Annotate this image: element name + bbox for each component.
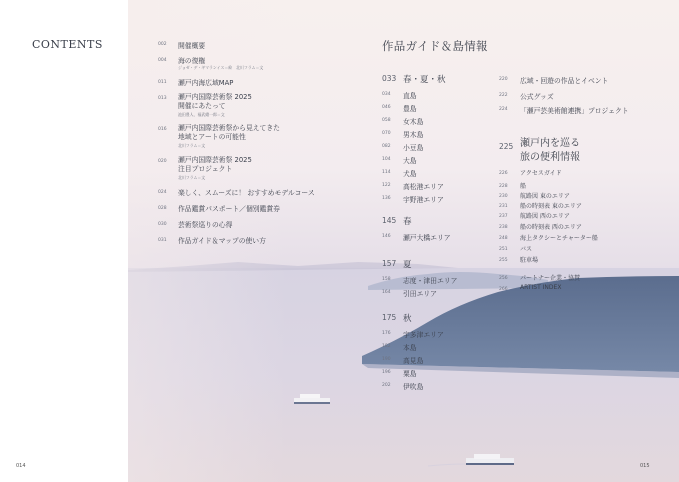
toc-page-num: 237 [499,214,508,219]
toc-entry-title: バス [520,246,533,253]
toc-entry-title: 犬島 [403,170,417,178]
toc-entry-author: 北川フラム＝文 [178,175,206,180]
toc-entry-title: 男木島 [403,131,424,139]
toc-page-num: 202 [382,383,391,388]
toc-entry-title: 直島 [403,92,417,100]
toc-page-num: 231 [499,204,508,209]
toc-page-num: 046 [382,105,391,110]
toc-page-num: 122 [382,183,391,188]
toc-page-num: 082 [382,144,391,149]
toc-page-num: 158 [382,277,391,282]
toc-entry-title: 高松港エリア [403,183,444,191]
toc-entry-title: 船の時刻表 東のエリア [520,203,582,210]
toc-entry-title: 開催概要 [178,42,206,50]
section-title: 秋 [403,314,412,324]
toc-entry-title: 瀬戸大橋エリア [403,234,451,242]
toc-entry-title: アクセスガイド [520,170,562,177]
section-page-num: 157 [382,259,397,268]
toc-entry-title: 駐車場 [520,257,539,264]
toc-page-num: 220 [499,77,508,82]
left-page [0,0,128,482]
toc-entry-title: 広域・回遊の作品とイベント [520,77,609,85]
section-page-num: 175 [382,313,397,322]
toc-page-num: 034 [382,92,391,97]
toc-entry-title: 海の復権 [178,57,206,65]
toc-page-num: 011 [158,80,167,85]
toc-entry-title: ARTIST INDEX [520,284,562,291]
toc-page-num: 136 [382,196,391,201]
toc-entry-title: 宇多津エリア [403,331,444,339]
toc-page-num: 030 [158,222,167,227]
contents-heading: CONTENTS [32,38,103,51]
toc-entry-title: 瀬戸内海広域MAP [178,79,234,87]
toc-page-num: 146 [382,234,391,239]
toc-page-num: 004 [158,58,167,63]
toc-entry-title: 瀬戸内国際芸術祭 2025 注目プロジェクト [178,156,252,173]
toc-page-num: 238 [499,225,508,230]
toc-entry-title: 引田エリア [403,290,437,298]
toc-entry-title: 「瀬戸芸美術館連携」プロジェクト [520,107,629,115]
toc-page-num: 222 [499,93,508,98]
toc-entry-author: ジョゼ・デ・ギマランイス＝絵 北川フラム＝文 [178,65,264,70]
toc-entry-title: 船 [520,183,527,190]
toc-entry-title: 伊吹島 [403,383,424,391]
toc-entry-title: 本島 [403,344,417,352]
toc-entry-title: 楽しく、スムーズに！ おすすめモデルコース [178,189,315,197]
toc-entry-author: 北川フラム＝文 [178,143,206,148]
toc-page-num: 164 [382,290,391,295]
toc-entry-title: パートナー企業・協賛 [520,275,581,282]
toc-entry-title: 豊島 [403,105,417,113]
toc-entry-author: 池田豊人、福武總一郎＝文 [178,112,225,117]
travel-info-heading: 瀬戸内を巡る 旅の便利情報 [520,138,580,163]
toc-entry-title: 小豆島 [403,144,424,152]
toc-page-num: 190 [382,357,391,362]
toc-entry-title: 船の時刻表 西のエリア [520,224,582,231]
toc-page-num: 013 [158,96,167,101]
section-title: 春 [403,217,412,227]
toc-page-num: 024 [158,190,167,195]
toc-page-num: 176 [382,331,391,336]
toc-entry-title: 海上タクシーとチャーター船 [520,235,598,242]
section-page-num: 033 [382,74,397,83]
toc-page-num: 251 [499,247,508,252]
toc-entry-title: 粟島 [403,370,417,378]
toc-page-num: 114 [382,170,391,175]
toc-entry-title: 大島 [403,157,417,165]
toc-entry-title: 瀬戸内国際芸術祭 2025 開催にあたって [178,93,252,110]
section-title: 夏 [403,260,412,270]
toc-page-num: 248 [499,236,508,241]
toc-entry-title: 高見島 [403,357,424,365]
toc-entry-title: 瀬戸内国際芸術祭から見えてきた 地域とアートの可能性 [178,124,280,141]
toc-entry-title: 航路図 西のエリア [520,213,570,220]
section-title: 春・夏・秋 [403,75,446,85]
toc-page-num: 228 [499,184,508,189]
toc-entry-title: 航路図 東のエリア [520,193,570,200]
toc-column-3 [128,0,679,482]
toc-entry-title: 志度・津田エリア [403,277,458,285]
left-page-number: 014 [16,463,26,469]
toc-page-num: 226 [499,171,508,176]
toc-page-num: 182 [382,344,391,349]
toc-page-num: 224 [499,107,508,112]
toc-page-num: 104 [382,157,391,162]
guide-section-heading: 作品ガイド＆島情報 [382,39,488,53]
toc-entry-title: 作品ガイド＆マップの使い方 [178,237,266,245]
toc-entry-title: 作品鑑賞パスポート／個別鑑賞券 [178,205,280,213]
right-page-number: 015 [640,463,650,469]
toc-page-num: 031 [158,238,167,243]
toc-page-num: 230 [499,194,508,199]
toc-page-num: 070 [382,131,391,136]
toc-page-num: 196 [382,370,391,375]
toc-page-num: 016 [158,127,167,132]
toc-entry-title: 芸術祭巡りの心得 [178,221,233,229]
toc-page-num: 255 [499,258,508,263]
toc-page-num: 020 [158,159,167,164]
toc-page-num: 028 [158,206,167,211]
section-page-num: 145 [382,216,397,225]
section-page-num: 225 [499,142,514,151]
toc-page-num: 266 [499,287,508,292]
toc-page-num: 002 [158,42,167,47]
toc-entry-title: 宇野港エリア [403,196,444,204]
toc-page-num: 256 [499,276,508,281]
toc-entry-title: 公式グッズ [520,93,554,101]
seascape-photo [128,0,679,482]
toc-page-num: 058 [382,118,391,123]
toc-entry-title: 女木島 [403,118,424,126]
